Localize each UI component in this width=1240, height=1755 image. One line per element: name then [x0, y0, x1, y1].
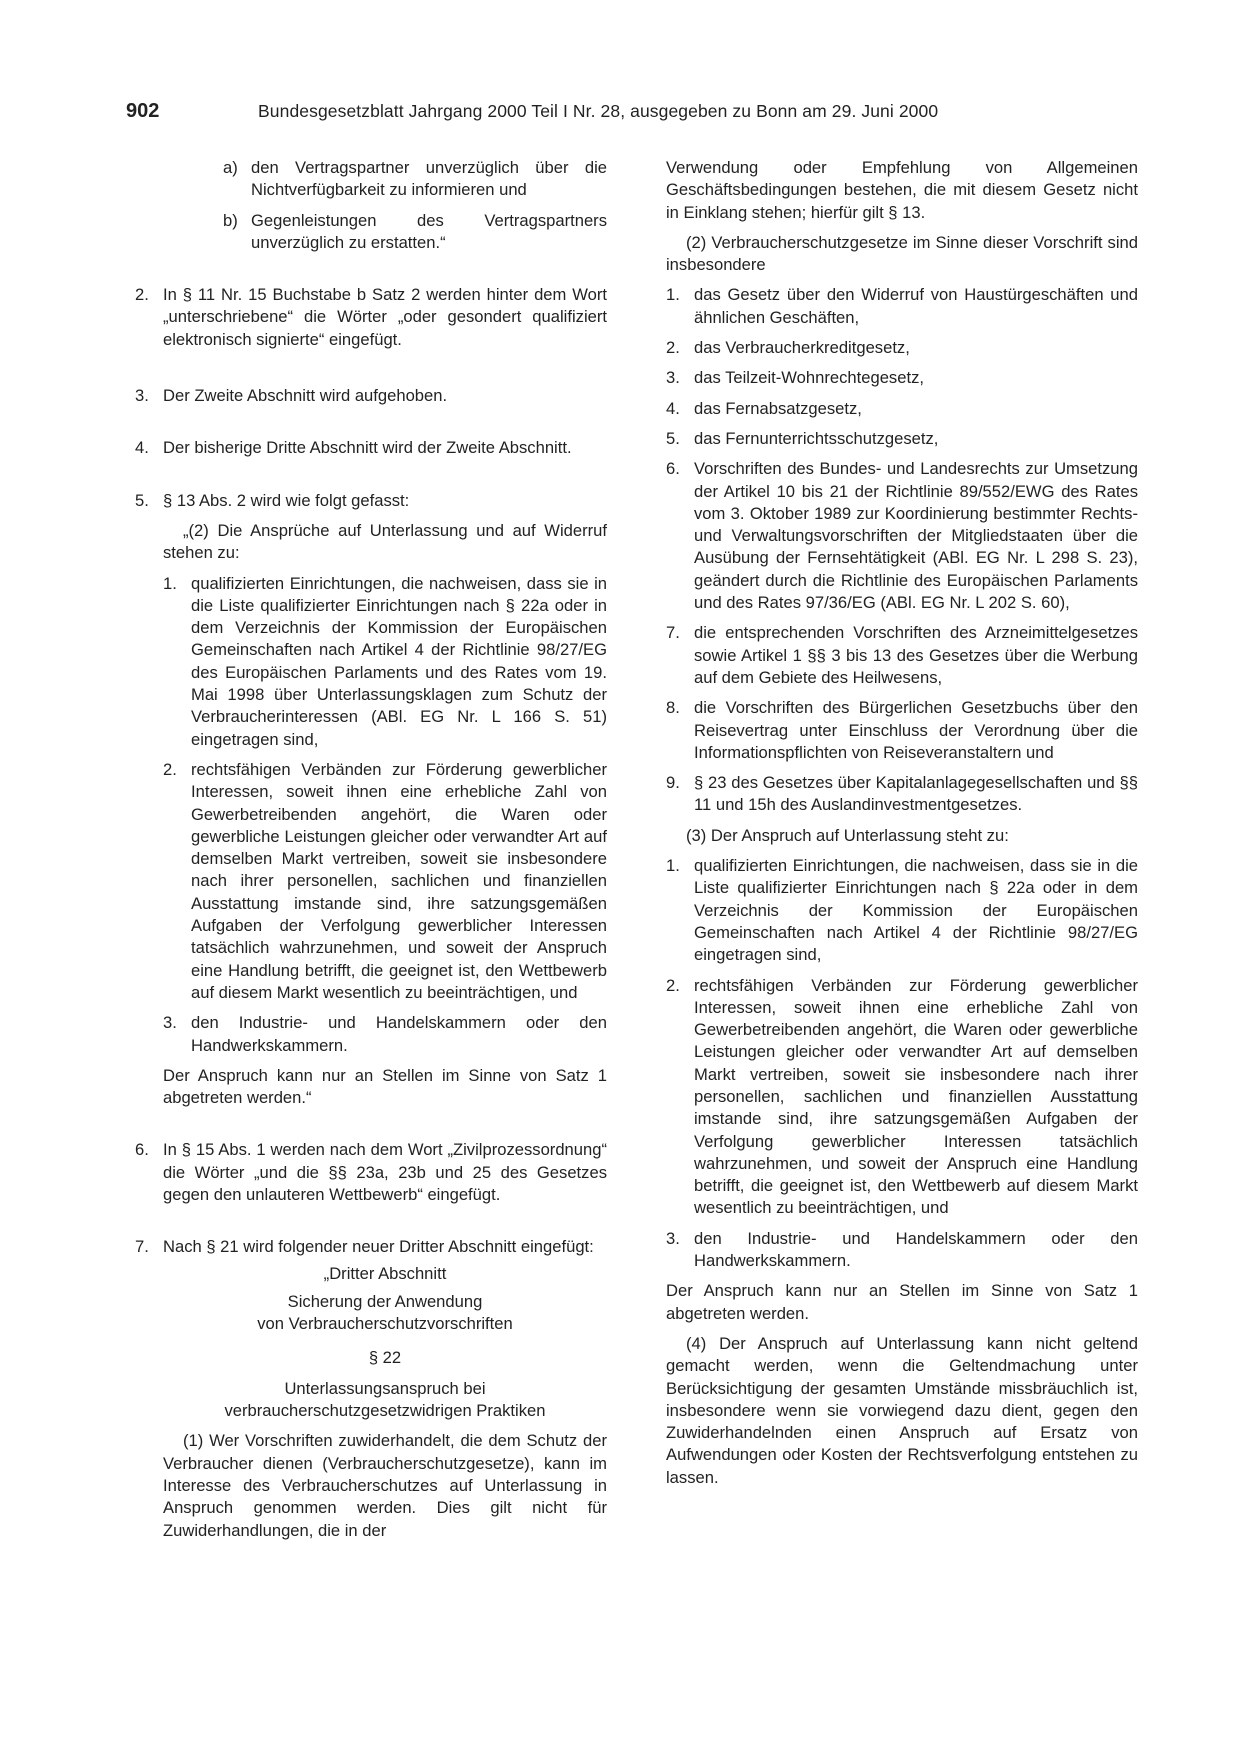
list-marker: b) — [223, 210, 238, 230]
list-marker: 2. — [666, 975, 680, 995]
paragraph: Der Anspruch kann nur an Stellen im Sinne von Satz 1 abgetreten werden. — [666, 1281, 1138, 1323]
section-title-line: von Verbraucherschutzvorschriften — [257, 1314, 513, 1334]
list-marker: 2. — [163, 759, 177, 779]
page-number: 902 — [126, 100, 160, 122]
paragraph: Der Anspruch kann nur an Stellen im Sinne von Satz 1 abgetreten werden.“ — [163, 1065, 607, 1108]
list-marker: a) — [223, 158, 238, 177]
list-text: die entsprechenden Vorschriften des Arzneimittelgesetzes sowie Artikel 1 §§ 3 bis 13 des Gesetzes über die Werbung auf dem Gebiete des Heilwesens, — [694, 623, 1138, 687]
list-item — [666, 975, 1138, 1220]
amendment-item-3 — [135, 385, 607, 407]
list-text: den Industrie- und Handelskammern oder den Handwerkskammern. — [694, 1228, 1138, 1271]
list-item — [223, 210, 607, 255]
item-text: In § 11 Nr. 15 Buchstabe b Satz 2 werden hinter dem Wort „unterschriebene“ die Wörter „oder gesondert qualifiziert elektronisch signierte“ eingefügt. — [163, 285, 607, 349]
list-item — [163, 759, 607, 1004]
list-text: Vorschriften des Bundes- und Landesrechts zur Umsetzung der Artikel 10 bis 21 der Richtlinie 89/552/EWG des Rates vom 3. Oktober 1989 zur Koordinierung bestimmter Rechts- und Verwaltungsvorschriften der Mitgliedstaaten über die Ausübung der Fernsehtätigkeit (ABl. EG Nr. L 298 S. 23), geändert durch die Richtlinie des Europäischen Parlaments und des Rates 97/36/EG (ABl. EG Nr. L 202 S. 60), — [694, 459, 1138, 613]
gazette-title: Bundesgesetzblatt Jahrgang 2000 Teil I Nr. 28, ausgegeben zu Bonn am 29. Juni 2000 — [258, 101, 939, 121]
list-item — [223, 157, 607, 202]
list-text: rechtsfähigen Verbänden zur Förderung gewerblicher Interessen, soweit ihnen eine erhebliche Zahl von Gewerbetreibenden angehört, die Waren oder gewerbliche Leistungen gleicher oder verwandter Art auf demselben Markt vertreiben, soweit sie insbesondere nach ihrer personellen, sachlichen und finanziellen Ausstattung imstande sind, ihre satzungsgemäßen Aufgaben der Verfolgung gewerblicher Interessen tatsächlich wahrzunehmen, und soweit der Anspruch eine Handlung betrifft, die geeignet ist, den Wettbewerb auf diesem Markt wesentlich zu beeinträchtigen, und — [191, 759, 607, 1002]
item-text: § 13 Abs. 2 wird wie folgt gefasst: — [163, 490, 410, 510]
list-text: das Fernabsatzgesetz, — [694, 398, 862, 418]
list-item — [666, 772, 1138, 817]
new-section — [135, 1263, 607, 1542]
list-item — [666, 1228, 1138, 1273]
intro-list — [135, 157, 607, 254]
list-marker: 8. — [666, 698, 680, 718]
paragraph-title-line: Unterlassungsanspruch bei — [284, 1378, 486, 1398]
right-column — [666, 157, 1138, 1489]
paragraph-sign: § 22 — [368, 1348, 402, 1368]
item-number: 3. — [135, 386, 149, 406]
list-item — [666, 398, 1138, 420]
list-text: qualifizierten Einrichtungen, die nachweisen, dass sie in die Liste qualifizierter Einrichtungen nach § 22a oder in dem Verzeichnis der Kommission der Europäischen Gemeinschaften nach Artikel 4 der Richtlinie 98/27/EG eingetragen sind, — [694, 856, 1138, 965]
item-number: 6. — [135, 1140, 149, 1160]
amendment-item-6 — [135, 1139, 607, 1206]
list-marker: 5. — [666, 428, 680, 448]
list-text: das Verbraucherkreditgesetz, — [694, 338, 910, 358]
item-number: 2. — [135, 285, 149, 305]
list-marker: 6. — [666, 459, 680, 479]
list-item — [666, 855, 1138, 966]
amendment-item-2 — [135, 284, 607, 351]
item-number: 5. — [135, 490, 149, 510]
list-item — [666, 458, 1138, 614]
list-text: rechtsfähigen Verbänden zur Förderung gewerblicher Interessen, soweit ihnen eine erhebliche Zahl von Gewerbetreibenden angehört, die Waren oder gewerbliche Leistungen gleicher oder verwandter Art auf demselben Markt vertreiben, soweit sie insbesondere nach ihrer personellen, sachlichen und finanziellen Ausstattung imstande sind, ihre satzungsgemäßen Aufgaben der Verfolgung gewerblicher Interessen tatsächlich wahrzunehmen, und soweit der Anspruch eine Handlung betrifft, die geeignet ist, den Wettbewerb auf diesem Markt wesentlich zu beeinträchtigen, und — [694, 975, 1138, 1218]
list-text: den Vertragspartner unverzüglich über die Nichtverfügbarkeit zu informieren und — [251, 158, 607, 200]
item-text: Nach § 21 wird folgender neuer Dritter Abschnitt eingefügt: — [163, 1237, 594, 1257]
list-marker: 4. — [666, 398, 680, 418]
amendment-item-5 — [135, 490, 607, 512]
list-item — [163, 573, 607, 751]
list-text: den Industrie- und Handelskammern oder den Handwerkskammern. — [191, 1013, 607, 1055]
list-text: das Fernunterrichtsschutzgesetz, — [694, 428, 939, 448]
item5-body — [135, 520, 607, 1109]
paragraph: (2) Verbraucherschutzgesetze im Sinne dieser Vorschrift sind insbesondere — [666, 232, 1138, 275]
list-item — [666, 284, 1138, 329]
list-marker: 7. — [666, 623, 680, 643]
list-text: das Teilzeit-Wohnrechtegesetz, — [694, 368, 924, 388]
page-header — [126, 100, 1106, 124]
list-text: Gegenleistungen des Vertragspartners unverzüglich zu erstatten.“ — [251, 210, 607, 252]
item-text: Der Zweite Abschnitt wird aufgehoben. — [163, 386, 448, 406]
list-marker: 3. — [666, 1228, 680, 1248]
paragraph: „(2) Die Ansprüche auf Unterlassung und auf Widerruf stehen zu: — [163, 520, 607, 563]
item-number: 4. — [135, 438, 149, 458]
paragraph: Verwendung oder Empfehlung von Allgemeinen Geschäftsbedingungen bestehen, die mit diesem Gesetz nicht in Einklang stehen; hierfür gilt § 13. — [666, 158, 1138, 222]
list-text: qualifizierten Einrichtungen, die nachweisen, dass sie in die Liste qualifizierter Einrichtungen nach § 22a oder in dem Verzeichnis der Kommission der Europäischen Gemeinschaften nach Artikel 4 der Richtlinie 98/27/EG des Europäischen Parlaments und des Rates vom 19. Mai 1998 über Unterlassungsklagen zum Schutz der Verbraucherinteressen (ABl. EG Nr. L 166 S. 51) eingetragen sind, — [191, 573, 607, 749]
left-column — [135, 157, 607, 1542]
paragraph: (4) Der Anspruch auf Unterlassung kann nicht geltend gemacht werden, wenn die Geltendmachung unter Berücksichtigung der gesamten Umstände missbräuchlich ist, insbesondere wenn sie vorwiegend dazu dient, gegen den Zuwiderhandelnden einen Anspruch auf Ersatz von Aufwendungen oder Kosten der Rechtsverfolgung entstehen zu lassen. — [666, 1333, 1138, 1487]
item-number: 7. — [135, 1237, 149, 1257]
item-text: Der bisherige Dritte Abschnitt wird der Zweite Abschnitt. — [163, 438, 572, 458]
paragraph: (1) Wer Vorschriften zuwiderhandelt, die dem Schutz der Verbraucher dienen (Verbraucherschutzgesetze), kann im Interesse des Verbraucherschutzes auf Unterlassung in Anspruch genommen werden. Dies gilt nicht für Zuwiderhandlungen, die in der — [163, 1431, 607, 1540]
list-item — [666, 337, 1138, 359]
section-heading: „Dritter Abschnitt — [323, 1263, 447, 1283]
list-marker: 9. — [666, 773, 680, 793]
item-text: In § 15 Abs. 1 werden nach dem Wort „Zivilprozessordnung“ die Wörter „und die §§ 23a, 23b und 25 des Gesetzes gegen den unlauteren Wettbewerb“ eingefügt. — [163, 1140, 607, 1204]
list-marker: 1. — [163, 573, 177, 593]
list-item — [666, 367, 1138, 389]
list-item — [666, 622, 1138, 689]
list-item — [163, 1012, 607, 1057]
list-marker: 3. — [163, 1013, 177, 1033]
amendment-item-4 — [135, 437, 607, 459]
paragraph: (3) Der Anspruch auf Unterlassung steht zu: — [686, 825, 1009, 845]
list-item — [666, 697, 1138, 764]
list-text: das Gesetz über den Widerruf von Haustürgeschäften und ähnlichen Geschäften, — [694, 285, 1138, 327]
list-marker: 3. — [666, 368, 680, 388]
list-text: die Vorschriften des Bürgerlichen Gesetzbuchs über den Reisevertrag unter Einschluss der Verordnung über die Informationspflichten von Reiseveranstaltern und — [694, 698, 1138, 762]
paragraph-title-line: verbraucherschutzgesetzwidrigen Praktiken — [224, 1401, 546, 1421]
list-marker: 2. — [666, 338, 680, 358]
list-marker: 1. — [666, 856, 680, 876]
list-marker: 1. — [666, 285, 680, 305]
section-title-line: Sicherung der Anwendung — [287, 1291, 483, 1311]
amendment-item-7 — [135, 1236, 607, 1258]
list-item — [666, 428, 1138, 450]
list-text: § 23 des Gesetzes über Kapitalanlagegesellschaften und §§ 11 und 15h des Auslandinvestmentgesetzes. — [694, 773, 1138, 815]
